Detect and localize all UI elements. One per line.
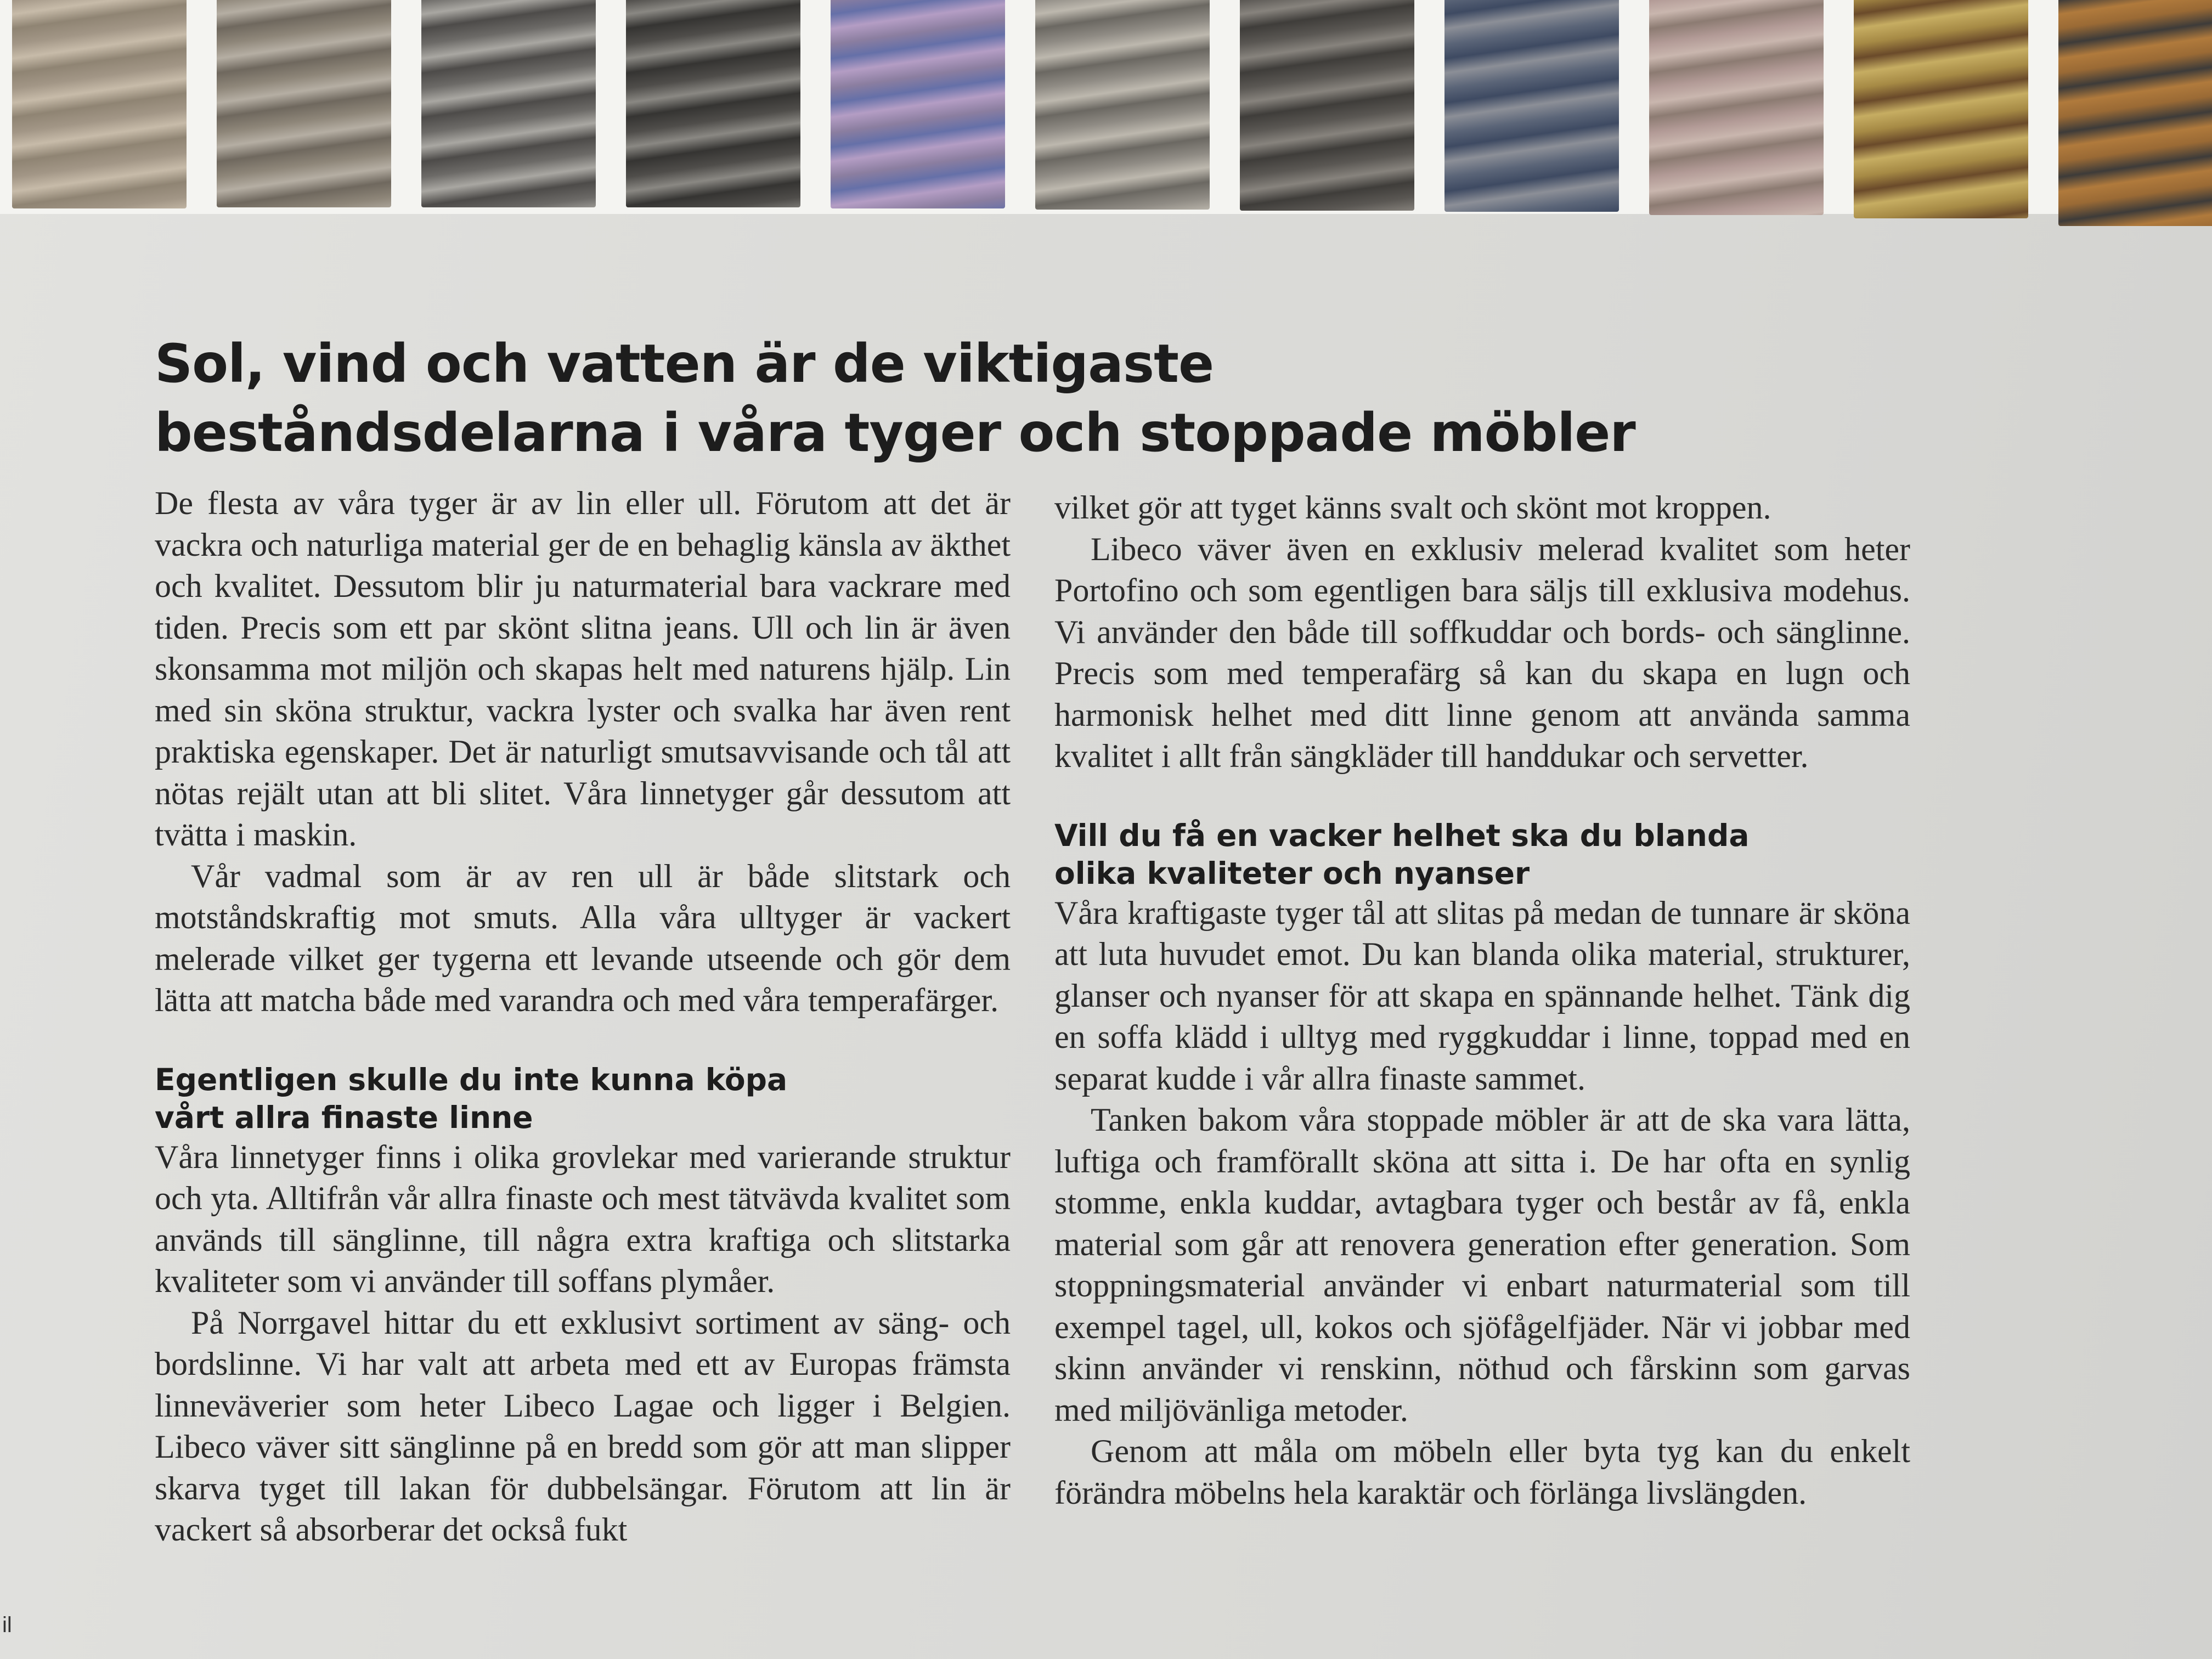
subheading-2-line-1: Vill du få en vacker helhet ska du blanda [1054,817,1750,853]
fabric-swatch-strip [0,0,2212,214]
left-paragraph-1: De flesta av våra tyger är av lin eller ull. Förutom att det är vackra och naturliga material ger de en behaglig känsla av äkthet och kvalitet. Dessutom blir ju naturmaterial bara vackrare med tiden. Precis som ett par skönt slitna jeans. Ull och lin är även skonsamma mot miljön och skapas helt med naturens hjälp. Lin med sin sköna struktur, vackra lyster och svalka har även rent praktiska egenskaper. Det är naturligt smutsavvisande och tål att nötas rejält utan att bli slitet. Våra linnetyger går dessutom att tvätta i maskin. [155,485,1011,853]
right-paragraph-1: vilket gör att tyget känns svalt och skönt mot kroppen. [1054,489,1771,526]
swatch-taupe [217,0,391,207]
swatch-grey [421,0,596,207]
subheading-mix-qualities [1054,817,1910,893]
subheading-finest-linen [155,1061,1011,1137]
swatch-leather [2058,0,2212,226]
headline-line-2: beståndsdelarna i våra tyger och stoppade möbler [155,402,1635,464]
swatch-beige [12,0,187,208]
swatch-rose [1649,0,1824,215]
left-paragraph-4: På Norrgavel hittar du ett exklusivt sortiment av säng- och bordslinne. Vi har valt att arbeta med ett av Europas främsta linneväverier som heter Libeco Lagae och ligger i Belgien. Libeco väver sitt sänglinne på en bredd som gör att man slipper skarva tyget till lakan för dubbelsängar. Förutom att lin är vackert så absorberar det också fukt [155,1304,1011,1548]
left-paragraph-2: Vår vadmal som är av ren ull är både slitstark och motståndskraftig mot smuts. Alla våra ulltyger är vackert melerade vilket ger tygerna ett levande utseende och gör dem lätta att matcha både med varandra och med våra temperafärger. [155,857,1011,1018]
article-headline [155,329,1636,467]
right-column [1054,487,1910,1514]
swatch-dark-grey [1240,0,1414,211]
left-column [155,483,1011,1551]
right-paragraph-4: Tanken bakom våra stoppade möbler är att de ska vara lätta, luftiga och framförallt sköna att sitta i. De har ofta en synlig stomme, enkla kuddar, avtagbara tyger och består av få, enkla material som går att renovera generation efter generation. Som stoppningsmaterial använder vi enbart naturmaterial som till exempel tagel, ull, kokos och sjöfågelfjäder. När vi jobbar med skinn använder vi renskinn, nöthud och fårskinn som garvas med miljövänliga metoder. [1054,1102,1910,1428]
subheading-1-line-2: vårt allra finaste linne [155,1099,533,1135]
right-paragraph-5: Genom att måla om möbeln eller byta tyg kan du enkelt förändra möbelns hela karaktär och förlänga livslängden. [1054,1433,1910,1511]
swatch-paisley [1854,0,2028,218]
right-paragraph-3: Våra kraftigaste tyger tål att slitas på medan de tunnare är sköna att luta huvudet emot. Du kan blanda olika material, strukturer, glanser och nyanser för att skapa en spännande helhet. Tänk dig en soffa klädd i ulltyg med ryggkuddar i linne, toppad med en separat kudde i vår allra finaste sammet. [1054,894,1910,1097]
page-folio: il [2,1613,12,1637]
subheading-1-line-1: Egentligen skulle du inte kunna köpa [155,1062,788,1097]
swatch-charcoal [626,0,800,207]
right-paragraph-2: Libeco väver även en exklusiv melerad kvalitet som heter Portofino och som egentligen bara säljs till exklusiva modehus. Vi använder den både till soffkuddar och bords- och sänglinne. Precis som med temperafärg så kan du skapa en lugn och harmonisk helhet med ditt linne genom att använda samma kvalitet i allt från sängkläder till handdukar och servetter. [1054,531,1910,774]
swatch-stone [1035,0,1210,210]
left-paragraph-3: Våra linnetyger finns i olika grovlekar med varierande struktur och yta. Alltifrån vår allra finaste och mest tätvävda kvalitet som används till sänglinne, till några extra kraftiga och slitstarka kvaliteter som vi använder till soffans plymåer. [155,1138,1011,1299]
headline-line-1: Sol, vind och vatten är de viktigaste [155,333,1214,394]
swatch-denim [1444,0,1619,212]
swatch-lilac-blue [831,0,1005,208]
subheading-2-line-2: olika kvaliteter och nyanser [1054,855,1530,891]
